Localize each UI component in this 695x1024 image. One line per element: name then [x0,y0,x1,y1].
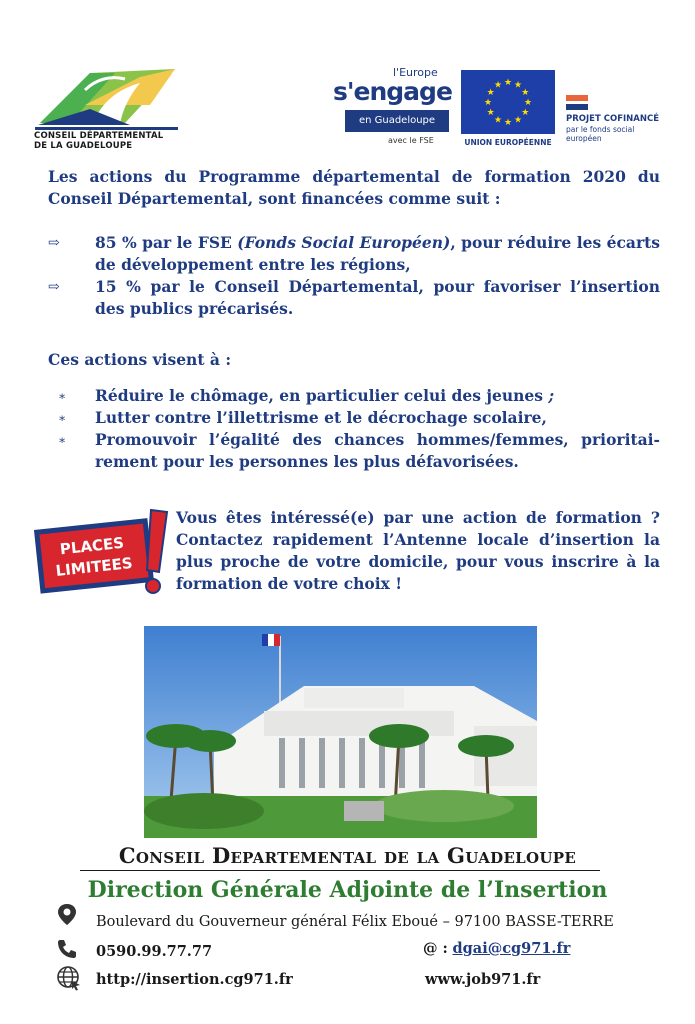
funding-text: 85 % par le FSE [95,233,238,252]
fse-cofinance-logo [566,95,676,151]
funding-text-end: , pour réduire les écarts de développement entre les régions, [95,233,661,274]
fse-subtitle: par le fonds social européen [566,125,635,143]
aim-text: Promouvoir l’égalité des chances hommes/femmes, prioritai-rement pour les personnes les plus défavorisées. [95,430,660,471]
eu-star: ★ [523,98,533,108]
building-photo [144,626,537,838]
intro-line1: Les actions du Programme départemental de formation 2020 du [48,167,660,186]
eu-star: ★ [521,108,530,118]
eu-star: ★ [493,80,503,91]
europe-line2: s'engage [333,77,452,106]
list-item [48,232,660,276]
eu-star: ★ [486,108,495,118]
conseil-departemental-logo [30,65,180,160]
site1-link[interactable]: http://insertion.cg971.fr [96,971,293,988]
funding-italic: (Fonds Social Européen) [237,233,451,252]
eu-star: ★ [503,118,513,128]
europe-line4: avec le FSE [388,136,434,145]
email-prefix: @ : [423,940,448,957]
footer-phone [96,943,212,960]
phone-number: 0590.99.77.77 [96,943,213,960]
phone-icon [56,938,78,960]
asterisk-icon: ∗ [58,389,67,403]
email-link[interactable]: dgai@cg971.fr [452,940,571,957]
footer-title: Conseil Departemental de la Guadeloupe [118,843,577,868]
list-item [48,407,660,429]
eu-star: ★ [486,88,495,98]
map-pin-icon [56,903,78,925]
aim-suffix: ; [548,386,555,405]
footer-site2 [425,971,540,988]
fse-bars-icon [566,95,588,113]
eu-star: ★ [503,78,513,88]
site2-link[interactable]: www.job971.fr [425,971,541,988]
asterisk-icon: ∗ [58,433,67,447]
places-line2: LIMITEES [54,553,134,580]
eu-star: ★ [483,98,493,108]
europe-sengage-logo [333,66,452,150]
arrow-right-icon: ⇨ [48,235,60,251]
fse-title: PROJET COFINANCÉ [566,114,660,124]
eu-star: ★ [513,115,523,126]
eu-star: ★ [493,115,503,126]
footer-site1 [96,971,293,988]
aim-text: Lutter contre l’illettrisme et le décrochage scolaire, [95,408,547,427]
aims-title: Ces actions visent à : [48,350,232,369]
footer-title-underline [80,870,600,871]
eu-star: ★ [513,80,523,91]
asterisk-icon: ∗ [58,411,67,425]
footer-email [423,940,570,957]
aim-text: Réduire le chômage, en particulier celui des jeunes [95,386,549,405]
aims-list [48,385,660,473]
eu-label: UNION EUROPÉENNE [464,138,552,147]
leaf-logo-icon [30,65,180,131]
list-item [48,429,660,473]
cta-paragraph: Vous êtes intéressé(e) par une action de formation ? Contactez rapidement l’Antenne locale d’insertion la plus proche de votre domicile, pour vous inscrire à la formation de votre choix ! [176,508,660,593]
intro-line2: Conseil Départemental, sont financées comme suit : [48,189,501,208]
funding-list [48,232,660,320]
list-item [48,276,660,320]
places-limitees-badge [33,506,169,598]
footer-subtitle: Direction Générale Adjointe de l’Insertion [87,877,608,903]
conseil-name-line1: CONSEIL DÉPARTEMENTAL [34,131,164,141]
intro-paragraph [48,166,660,210]
europe-line1: l'Europe [393,66,438,79]
arrow-right-icon: ⇨ [48,279,60,295]
globe-icon [56,965,78,987]
footer-address: Boulevard du Gouverneur général Félix Eboué – 97100 BASSE-TERRE [96,914,614,930]
places-line1: PLACES [59,533,125,559]
list-item [48,385,660,407]
europe-line3: en Guadeloupe [345,110,449,132]
eu-star: ★ [521,88,530,98]
conseil-name-line2: DE LA GUADELOUPE [34,141,133,151]
funding-text: 15 % par le Conseil Départemental, pour favoriser l’insertion des publics précarisés. [95,277,660,318]
eu-flag-icon [461,70,555,134]
